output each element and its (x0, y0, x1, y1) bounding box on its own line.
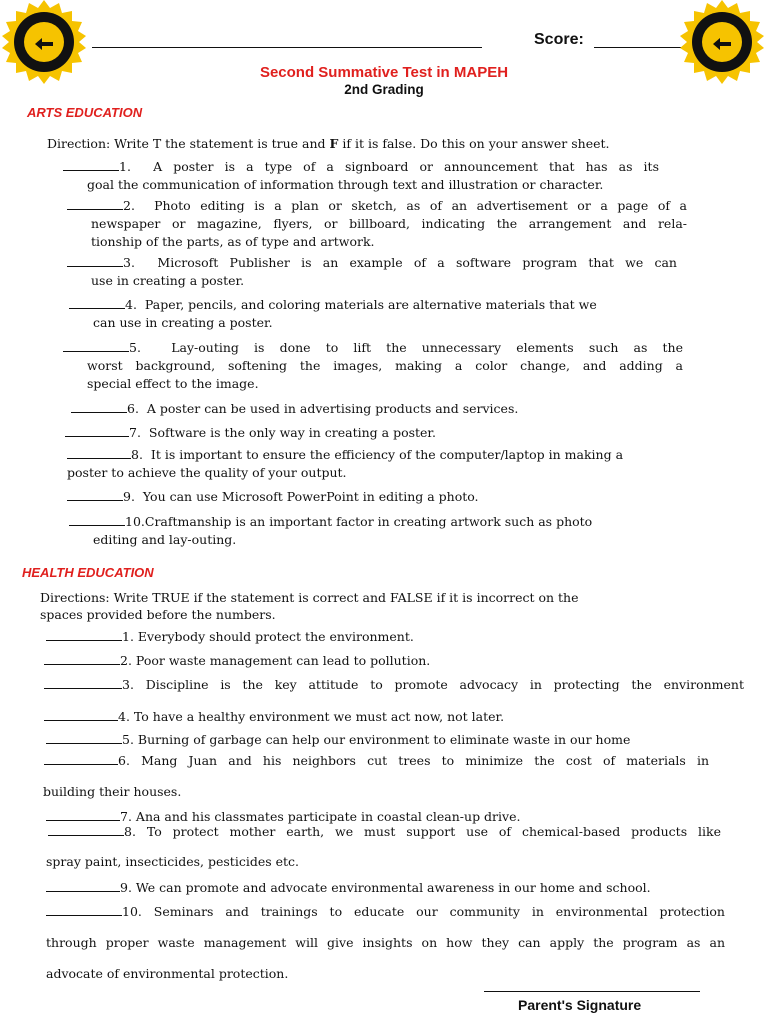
answer-blank[interactable] (46, 731, 122, 744)
signature-line[interactable] (484, 991, 700, 992)
answer-blank[interactable] (67, 488, 123, 501)
answer-blank[interactable] (67, 446, 131, 459)
answer-blank[interactable] (69, 513, 125, 526)
page-subtitle: 2nd Grading (344, 82, 424, 97)
health-item-10: 10. Seminars and trainings to educate our community in environmental protection (46, 903, 725, 920)
answer-blank[interactable] (46, 879, 120, 892)
arts-item-4: 4. Paper, pencils, and coloring materials are alternative materials that we (69, 296, 597, 313)
answer-blank[interactable] (69, 296, 125, 309)
arts-item-1: 1. A poster is a type of a signboard or announcement that has as its (63, 158, 659, 175)
arts-item-4-line2: can use in creating a poster. (93, 315, 273, 330)
health-item-6-line2: building their houses. (43, 784, 182, 799)
arts-item-7: 7. Software is the only way in creating a poster. (65, 424, 436, 441)
arts-item-5-line2: worst background, softening the images, making a color change, and adding a (87, 358, 683, 373)
arts-item-8: 8. It is important to ensure the efficiency of the computer/laptop in making a (67, 446, 623, 463)
answer-blank[interactable] (65, 424, 129, 437)
arts-item-10-line2: editing and lay-outing. (93, 532, 237, 547)
health-item-10-line3: advocate of environmental protection. (46, 966, 289, 981)
health-item-5: 5. Burning of garbage can help our environment to eliminate waste in our home (46, 731, 630, 748)
arts-item-2-line3: tionship of the parts, as of type and artwork. (91, 234, 375, 249)
health-item-10-line2: through proper waste management will give insights on how they can apply the program as an (46, 935, 725, 950)
arts-direction-t: T (152, 136, 162, 151)
arts-direction-post: if it is false. Do this on your answer sheet. (338, 136, 610, 151)
health-item-8: 8. To protect mother earth, we must support use of chemical-based products like (48, 823, 721, 840)
health-item-3: 3. Discipline is the key attitude to promote advocacy in protecting the environment (44, 676, 744, 693)
page-title: Second Summative Test in MAPEH (259, 64, 509, 81)
answer-blank[interactable] (67, 197, 123, 210)
arts-direction (47, 135, 610, 152)
arts-item-8-line2: poster to achieve the quality of your output. (67, 465, 347, 480)
health-item-4: 4. To have a healthy environment we must act now, not later. (44, 708, 504, 725)
health-item-2: 2. Poor waste management can lead to pollution. (44, 652, 430, 669)
answer-blank[interactable] (44, 676, 122, 689)
health-item-7: 7. Ana and his classmates participate in coastal clean-up drive. (46, 808, 520, 825)
parent-signature-label: Parent's Signature (518, 997, 642, 1013)
health-direction-line1: Directions: Write TRUE if the statement is correct and FALSE if it is incorrect on the (40, 590, 579, 605)
answer-blank[interactable] (63, 158, 119, 171)
answer-blank[interactable] (48, 823, 124, 836)
health-item-8-line2: spray paint, insecticides, pesticides etc. (46, 854, 300, 869)
arts-item-9: 9. You can use Microsoft PowerPoint in editing a photo. (67, 488, 479, 505)
score-label: Score: (534, 31, 584, 48)
answer-blank[interactable] (46, 808, 120, 821)
arts-item-10: 10.Craftmanship is an important factor in creating artwork such as photo (69, 513, 592, 530)
arts-item-5: 5. Lay-outing is done to lift the unnecessary elements such as the (63, 339, 683, 356)
arts-direction-mid: the statement is true and (161, 136, 330, 151)
answer-blank[interactable] (44, 752, 118, 765)
health-heading: HEALTH EDUCATION (22, 565, 154, 580)
answer-blank[interactable] (63, 339, 129, 352)
arts-direction-f: F (329, 136, 339, 151)
name-field[interactable] (92, 47, 482, 48)
health-item-1: 1. Everybody should protect the environment. (46, 628, 414, 645)
arts-item-1-line2: goal the communication of information through text and illustration or character. (87, 177, 604, 192)
arts-item-2: 2. Photo editing is a plan or sketch, as of an advertisement or a page of a (67, 197, 687, 214)
health-item-9: 9. We can promote and advocate environmental awareness in our home and school. (46, 879, 651, 896)
arts-heading: ARTS EDUCATION (27, 105, 143, 120)
arts-item-6: 6. A poster can be used in advertising products and services. (71, 400, 518, 417)
health-direction-line2: spaces provided before the numbers. (40, 607, 276, 622)
health-item-6: 6. Mang Juan and his neighbors cut trees to minimize the cost of materials in (44, 752, 709, 769)
arts-item-3-line2: use in creating a poster. (91, 273, 245, 288)
arts-item-2-line2: newspaper or magazine, flyers, or billboard, indicating the arrangement and rela- (91, 216, 687, 231)
arts-direction-pre: Direction: Write (47, 136, 153, 151)
arts-item-5-line3: special effect to the image. (87, 376, 259, 391)
answer-blank[interactable] (46, 903, 122, 916)
answer-blank[interactable] (71, 400, 127, 413)
answer-blank[interactable] (67, 254, 123, 267)
arts-item-3: 3. Microsoft Publisher is an example of a software program that we can (67, 254, 677, 271)
answer-blank[interactable] (44, 708, 118, 721)
answer-blank[interactable] (46, 628, 122, 641)
answer-blank[interactable] (44, 652, 120, 665)
